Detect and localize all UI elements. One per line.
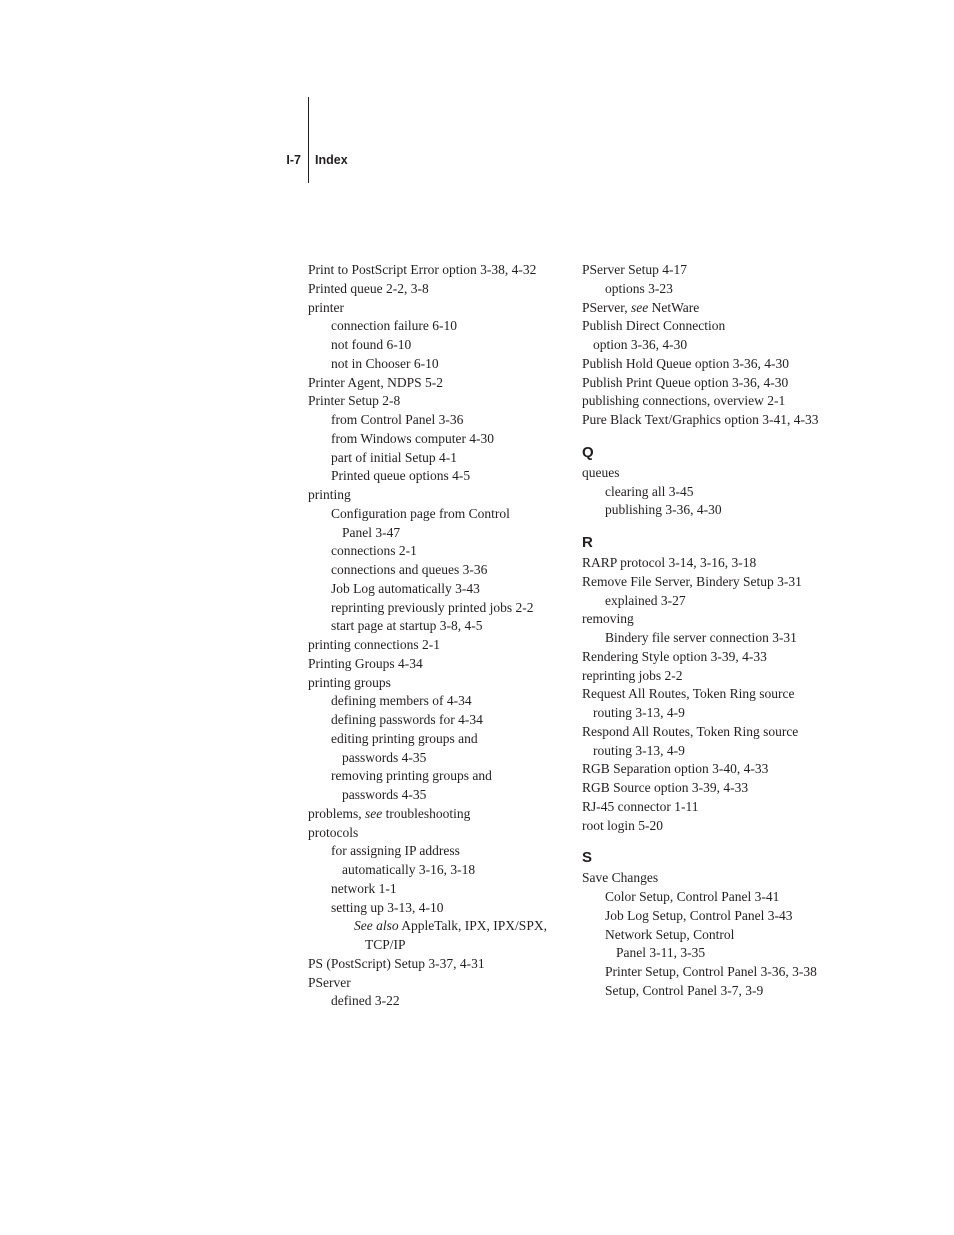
entry-text: option 3-36, 4-30 xyxy=(593,337,688,352)
entry-text: RGB Source option 3-39, 4-33 xyxy=(582,780,749,795)
entry-text: Remove File Server, Bindery Setup 3-31 xyxy=(582,573,802,589)
index-subentry xyxy=(308,749,568,768)
entry-text: from Windows computer 4-30 xyxy=(331,430,495,446)
entry-text: Printed queue 2-2, 3-8 xyxy=(308,280,429,296)
index-entry xyxy=(308,974,568,993)
index-subentry xyxy=(308,336,568,355)
see-reference: See also xyxy=(354,918,399,934)
index-subentry xyxy=(308,524,568,543)
entry-text: Printed queue options 4-5 xyxy=(331,468,471,484)
entry-text: Pure Black Text/Graphics option 3-41, 4-33 xyxy=(582,412,819,427)
entry-text: printing connections 2-1 xyxy=(308,637,440,652)
index-subentry xyxy=(308,430,568,449)
entry-text: Job Log automatically 3-43 xyxy=(331,580,480,596)
entry-text: Printing Groups 4-34 xyxy=(308,655,423,671)
entry-prefix: problems, xyxy=(308,805,365,821)
index-subentry xyxy=(582,629,844,648)
entry-text: from Control Panel 3-36 xyxy=(331,412,464,427)
entry-text: routing 3-13, 4-9 xyxy=(593,705,685,720)
entry-text: Color Setup, Control Panel 3-41 xyxy=(605,889,780,904)
index-subentry xyxy=(308,561,568,580)
index-entry xyxy=(582,299,844,318)
see-reference: see xyxy=(630,299,649,315)
entry-text: Publish Direct Connection xyxy=(582,318,726,334)
entry-text: protocols xyxy=(308,824,359,840)
index-subentry xyxy=(308,580,568,599)
index-entry xyxy=(582,355,844,374)
entry-text: PS (PostScript) Setup 3-37, 4-31 xyxy=(308,955,485,971)
entry-text: PServer xyxy=(308,974,351,990)
entry-text: Request All Routes, Token Ring source xyxy=(582,686,795,702)
entry-text: options 3-23 xyxy=(605,280,673,296)
index-subentry xyxy=(308,317,568,336)
header-divider xyxy=(308,97,309,183)
index-subentry xyxy=(582,280,844,299)
index-entry xyxy=(582,760,844,779)
index-entry xyxy=(582,261,844,280)
index-entry xyxy=(582,317,844,336)
index-subentry xyxy=(582,501,844,520)
entry-text: PServer Setup 4-17 xyxy=(582,262,687,277)
entry-text: Print to PostScript Error option 3-38, 4-32 xyxy=(308,262,537,277)
index-subentry xyxy=(308,711,568,730)
index-subentry xyxy=(308,411,568,430)
entry-text: explained 3-27 xyxy=(605,592,686,608)
entry-text: Publish Hold Queue option 3-36, 4-30 xyxy=(582,355,789,371)
entry-text: start page at startup 3-8, 4-5 xyxy=(331,618,483,634)
index-subentry xyxy=(308,767,568,786)
entry-text: publishing 3-36, 4-30 xyxy=(605,502,722,518)
index-entry xyxy=(308,261,568,280)
index-entry xyxy=(582,685,844,704)
entry-text: not found 6-10 xyxy=(331,337,412,352)
index-entry xyxy=(582,464,844,483)
index-entry xyxy=(582,667,844,686)
index-entry xyxy=(582,648,844,667)
entry-text: connections 2-1 xyxy=(331,543,417,559)
entry-prefix: PServer, xyxy=(582,299,631,315)
index-entry xyxy=(308,636,568,655)
entry-text: reprinting previously printed jobs 2-2 xyxy=(331,599,534,615)
index-entry xyxy=(308,280,568,299)
index-subentry xyxy=(582,963,844,982)
entry-text: AppleTalk, IPX, IPX/SPX, xyxy=(401,918,547,934)
index-subentry xyxy=(308,992,568,1011)
entry-text: removing xyxy=(582,611,634,627)
entry-text: NetWare xyxy=(651,299,700,315)
index-subentry xyxy=(308,917,568,936)
index-entry xyxy=(308,655,568,674)
entry-text: troubleshooting xyxy=(385,805,471,821)
entry-text: editing printing groups and xyxy=(331,730,478,746)
entry-text: passwords 4-35 xyxy=(342,787,427,802)
index-subentry xyxy=(582,888,844,907)
entry-text: defined 3-22 xyxy=(331,993,400,1009)
entry-text: Publish Print Queue option 3-36, 4-30 xyxy=(582,374,789,390)
entry-text: part of initial Setup 4-1 xyxy=(331,449,457,465)
index-subentry xyxy=(582,944,844,963)
index-subentry xyxy=(308,899,568,918)
index-entry xyxy=(308,392,568,411)
entry-text: printing xyxy=(308,487,351,502)
entry-text: Network Setup, Control xyxy=(605,926,735,942)
entry-text: queues xyxy=(582,464,620,480)
entry-text: Configuration page from Control xyxy=(331,505,510,521)
index-entry xyxy=(308,955,568,974)
index-entry xyxy=(582,817,844,836)
index-subentry xyxy=(582,704,844,723)
entry-text: Save Changes xyxy=(582,870,659,886)
index-subentry xyxy=(308,467,568,486)
index-entry xyxy=(582,610,844,629)
index-subentry xyxy=(582,336,844,355)
index-subentry xyxy=(308,861,568,880)
index-entry xyxy=(308,674,568,693)
entry-text: Printer Agent, NDPS 5-2 xyxy=(308,374,443,390)
entry-text: TCP/IP xyxy=(365,937,406,952)
entry-text: connections and queues 3-36 xyxy=(331,562,488,577)
index-entry xyxy=(582,779,844,798)
index-subentry xyxy=(308,542,568,561)
index-subentry xyxy=(308,449,568,468)
entry-text: Printer Setup, Control Panel 3-36, 3-38 xyxy=(605,964,817,979)
index-column-left xyxy=(308,261,568,1011)
entry-text: Panel 3-11, 3-35 xyxy=(616,945,706,961)
index-entry xyxy=(582,723,844,742)
index-subentry xyxy=(582,592,844,611)
index-letter-heading: S xyxy=(582,849,593,867)
entry-text: Rendering Style option 3-39, 4-33 xyxy=(582,648,767,664)
index-subentry xyxy=(582,926,844,945)
index-subentry xyxy=(308,880,568,899)
see-reference: see xyxy=(365,805,383,821)
entry-text: setting up 3-13, 4-10 xyxy=(331,899,444,915)
entry-text: Bindery file server connection 3-31 xyxy=(605,630,797,645)
index-subentry xyxy=(582,483,844,502)
entry-text: publishing connections, overview 2-1 xyxy=(582,393,786,409)
entry-text: routing 3-13, 4-9 xyxy=(593,742,685,758)
index-subentry xyxy=(582,742,844,761)
index-subentry xyxy=(582,982,844,1001)
index-entry xyxy=(308,486,568,505)
entry-text: connection failure 6-10 xyxy=(331,318,457,334)
index-subentry xyxy=(308,786,568,805)
index-entry xyxy=(308,299,568,318)
page-number: I-7 xyxy=(286,153,301,167)
entry-text: automatically 3-16, 3-18 xyxy=(342,862,476,877)
index-subentry xyxy=(308,355,568,374)
entry-text: printing groups xyxy=(308,674,391,690)
index-subentry xyxy=(308,842,568,861)
entry-text: for assigning IP address xyxy=(331,843,460,859)
index-letter-heading: Q xyxy=(582,443,594,461)
entry-text: defining passwords for 4-34 xyxy=(331,712,483,727)
entry-text: RARP protocol 3-14, 3-16, 3-18 xyxy=(582,555,757,570)
index-entry xyxy=(582,869,844,888)
index-subentry xyxy=(308,730,568,749)
entry-text: network 1-1 xyxy=(331,880,397,896)
index-subentry xyxy=(308,505,568,524)
entry-text: Respond All Routes, Token Ring source xyxy=(582,723,799,739)
index-subentry xyxy=(308,599,568,618)
index-letter-heading: R xyxy=(582,534,593,551)
index-subentry xyxy=(308,936,568,955)
index-subentry xyxy=(308,692,568,711)
entry-text: not in Chooser 6-10 xyxy=(331,355,439,371)
index-entry xyxy=(582,374,844,393)
entry-text: passwords 4-35 xyxy=(342,749,427,765)
index-entry xyxy=(582,573,844,592)
index-entry xyxy=(582,554,844,573)
index-entry xyxy=(582,798,844,817)
index-entry xyxy=(308,374,568,393)
index-entry xyxy=(308,824,568,843)
entry-text: RGB Separation option 3-40, 4-33 xyxy=(582,761,769,777)
entry-text: Panel 3-47 xyxy=(342,524,401,540)
index-entry xyxy=(582,411,844,430)
entry-text: Printer Setup 2-8 xyxy=(308,393,401,409)
entry-text: printer xyxy=(308,299,344,315)
entry-text: Job Log Setup, Control Panel 3-43 xyxy=(605,907,793,923)
entry-text: Setup, Control Panel 3-7, 3-9 xyxy=(605,982,764,998)
entry-text: root login 5-20 xyxy=(582,817,663,833)
section-title: Index xyxy=(315,153,348,167)
index-column-right xyxy=(582,261,844,1001)
index-entry xyxy=(582,392,844,411)
index-subentry xyxy=(308,617,568,636)
entry-text: defining members of 4-34 xyxy=(331,693,472,709)
index-entry xyxy=(308,805,568,824)
entry-text: reprinting jobs 2-2 xyxy=(582,667,683,683)
entry-text: clearing all 3-45 xyxy=(605,483,694,499)
entry-text: RJ-45 connector 1-11 xyxy=(582,798,699,814)
entry-text: removing printing groups and xyxy=(331,768,492,784)
index-subentry xyxy=(582,907,844,926)
